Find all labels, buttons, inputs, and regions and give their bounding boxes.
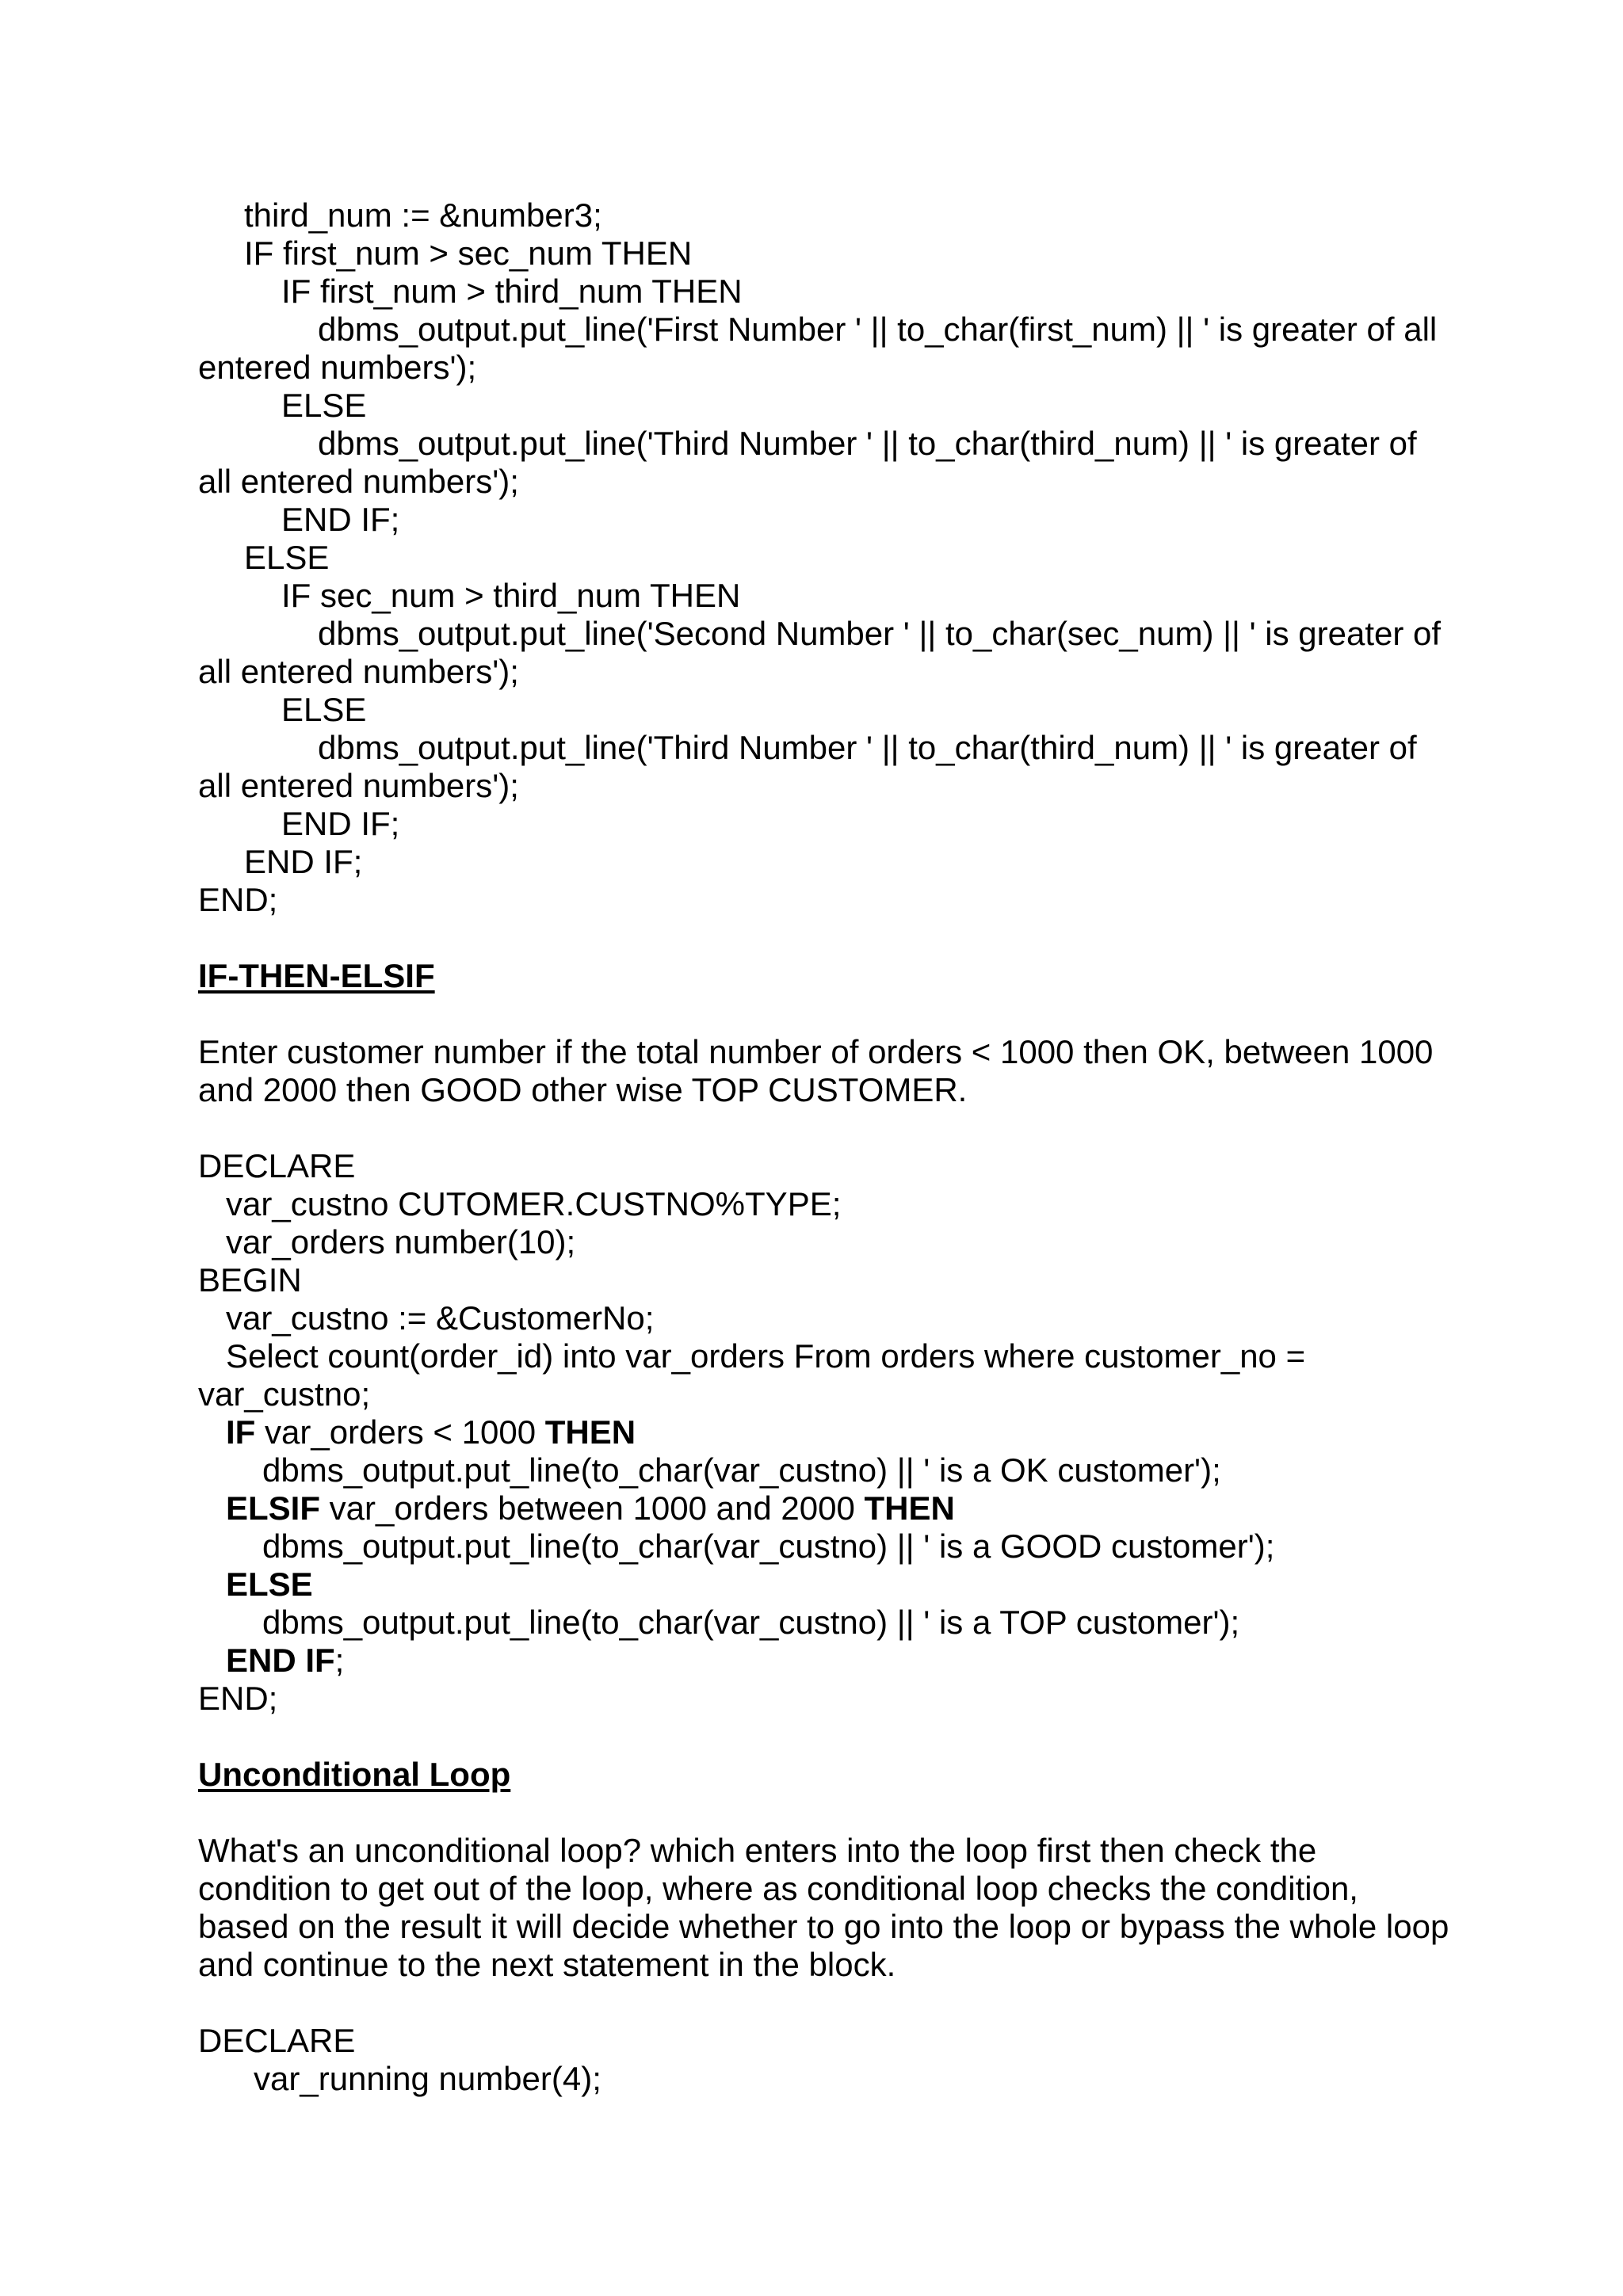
keyword-then: THEN (864, 1489, 955, 1527)
code-line: var_custno CUTOMER.CUSTNO%TYPE; (226, 1185, 842, 1222)
keyword-then: THEN (544, 1413, 636, 1451)
code-line: ELSE (244, 539, 330, 576)
code-line: BEGIN (198, 1261, 302, 1299)
code-line: END; (198, 1680, 278, 1717)
code-line: ELSE (281, 691, 367, 728)
keyword-else: ELSE (226, 1566, 313, 1603)
code-line: END IF; (281, 805, 400, 842)
paragraph-line: condition to get out of the loop, where as conditional loop checks the condition, (198, 1870, 1358, 1907)
code-line: END; (198, 881, 278, 918)
code-line: var_orders number(10); (226, 1223, 576, 1261)
code-line: END IF; (281, 501, 400, 538)
code-line: IF sec_num > third_num THEN (281, 577, 741, 614)
section-heading-unconditional-loop: Unconditional Loop (198, 1756, 511, 1793)
code-line: dbms_output.put_line('Third Number ' || to_char(third_num) || ' is greater of (318, 425, 1417, 462)
paragraph-line: based on the result it will decide whether to go into the loop or bypass the whole loop (198, 1908, 1449, 1945)
code-line: all entered numbers'); (198, 653, 519, 690)
code-line: var_custno := &CustomerNo; (226, 1299, 655, 1337)
code-line: DECLARE (198, 1147, 356, 1184)
code-line: ELSE (281, 387, 367, 424)
code-line: dbms_output.put_line('First Number ' || to_char(first_num) || ' is greater of all (318, 311, 1438, 348)
keyword-end-if: END IF (226, 1642, 335, 1679)
keyword-elsif: ELSIF (226, 1489, 321, 1527)
if-condition: var_orders < 1000 (255, 1413, 545, 1451)
code-line: END IF; (244, 843, 363, 880)
semicolon: ; (334, 1642, 345, 1679)
paragraph-line: What's an unconditional loop? which enters into the loop first then check the (198, 1832, 1317, 1869)
code-line: IF first_num > sec_num THEN (244, 235, 693, 272)
code-line: dbms_output.put_line('Third Number ' || to_char(third_num) || ' is greater of (318, 729, 1417, 766)
code-line: all entered numbers'); (198, 463, 519, 500)
code-line: entered numbers'); (198, 349, 477, 386)
code-line: all entered numbers'); (198, 767, 519, 804)
code-line: dbms_output.put_line(to_char(var_custno) || ' is a GOOD customer'); (262, 1527, 1275, 1565)
paragraph-line: Enter customer number if the total number of orders < 1000 then OK, between 1000 (198, 1033, 1434, 1070)
keyword-if: IF (226, 1413, 256, 1451)
code-line: dbms_output.put_line('Second Number ' || to_char(sec_num) || ' is greater of (318, 615, 1442, 652)
code-line: var_running number(4); (254, 2060, 601, 2097)
code-line: var_custno; (198, 1375, 371, 1413)
section-heading-if-then-elsif: IF-THEN-ELSIF (198, 957, 435, 994)
code-line: third_num := &number3; (244, 196, 602, 234)
elsif-condition: var_orders between 1000 and 2000 (320, 1489, 865, 1527)
code-line: IF first_num > third_num THEN (281, 273, 743, 310)
code-line: dbms_output.put_line(to_char(var_custno) || ' is a OK customer'); (262, 1451, 1221, 1489)
code-line: Select count(order_id) into var_orders From orders where customer_no = (226, 1337, 1306, 1375)
code-line: DECLARE (198, 2022, 356, 2059)
paragraph-line: and continue to the next statement in the block. (198, 1946, 896, 1983)
code-line (226, 1489, 955, 1527)
code-line: dbms_output.put_line(to_char(var_custno) || ' is a TOP customer'); (262, 1604, 1240, 1641)
paragraph-line: and 2000 then GOOD other wise TOP CUSTOMER. (198, 1071, 968, 1108)
code-line (226, 1642, 344, 1680)
code-line (226, 1566, 313, 1604)
code-line (226, 1413, 636, 1451)
